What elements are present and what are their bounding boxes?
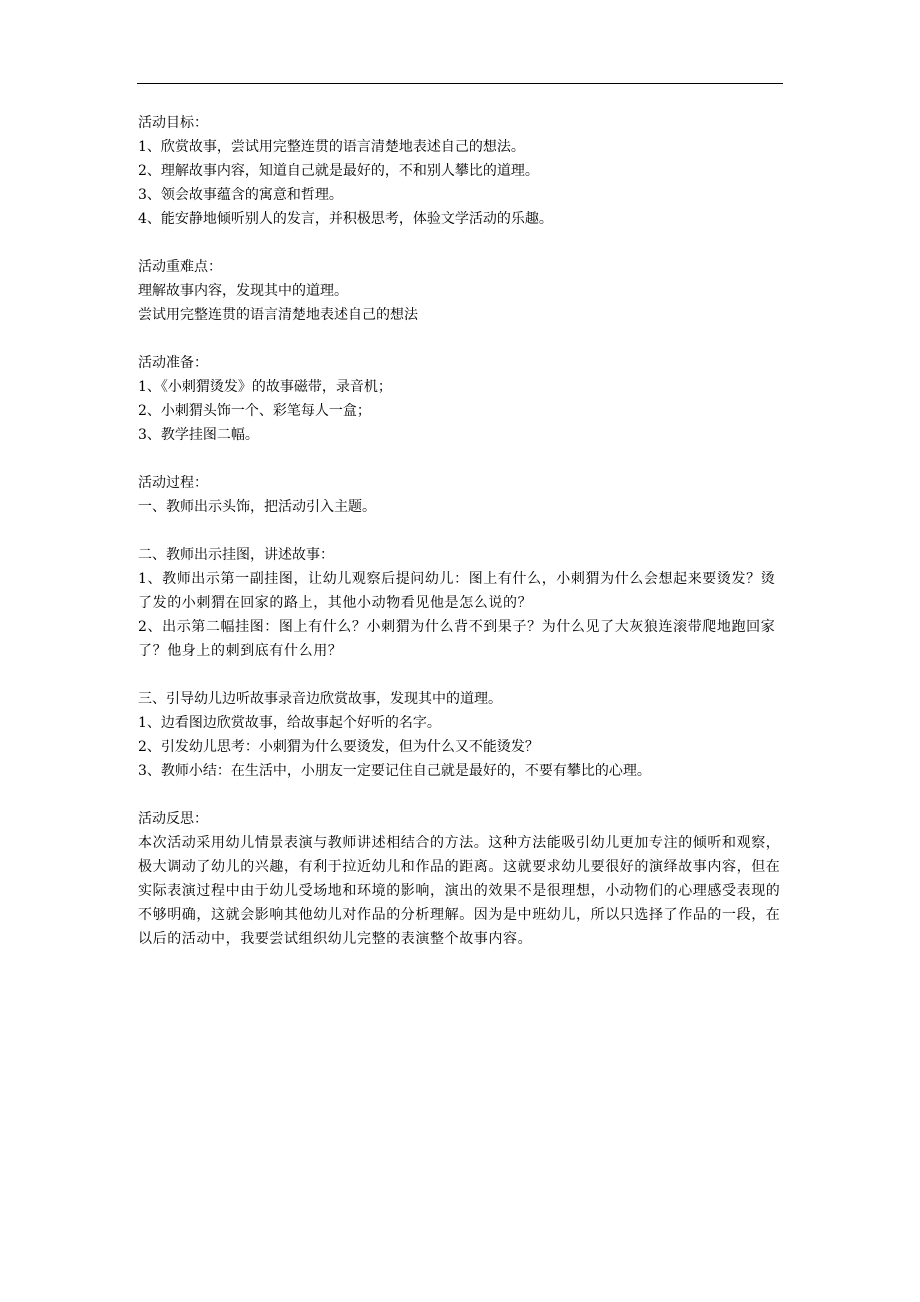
process-step-3-item: 3、教师小结：在生活中，小朋友一定要记住自己就是最好的，不要有攀比的心理。 bbox=[138, 763, 651, 779]
process-step-3-item: 2、引发幼儿思考：小刺猬为什么要烫发，但为什么又不能烫发？ bbox=[138, 739, 539, 755]
reflection-heading: 活动反思： bbox=[138, 811, 208, 827]
goal-item: 3、领会故事蕴含的寓意和哲理。 bbox=[138, 187, 343, 203]
spacer bbox=[138, 663, 786, 687]
spacer bbox=[138, 231, 786, 255]
process-section bbox=[138, 471, 786, 783]
process-step-3-title: 三、引导幼儿边听故事录音边欣赏故事，发现其中的道理。 bbox=[138, 691, 502, 707]
key-point-item: 理解故事内容，发现其中的道理。 bbox=[138, 283, 348, 299]
goal-item: 1、欣赏故事，尝试用完整连贯的语言清楚地表述自己的想法。 bbox=[138, 139, 525, 155]
process-heading: 活动过程： bbox=[138, 475, 208, 491]
goal-item: 4、能安静地倾听别人的发言，并积极思考，体验文学活动的乐趣。 bbox=[138, 211, 553, 227]
goals-section bbox=[138, 111, 786, 231]
key-points-heading: 活动重难点： bbox=[138, 259, 222, 275]
process-step-1: 一、教师出示头饰，把活动引入主题。 bbox=[138, 499, 376, 515]
preparation-section bbox=[138, 351, 786, 447]
process-step-2-item: 2、出示第二幅挂图：图上有什么？小刺猬为什么背不到果子？为什么见了大灰狼连滚带爬地跑回家了？他身上的刺到底有什么用？ bbox=[138, 619, 776, 659]
header-rule bbox=[137, 83, 783, 84]
process-step-2-item: 1、教师出示第一副挂图，让幼儿观察后提问幼儿：图上有什么，小刺猬为什么会想起来要烫发？烫了发的小刺猬在回家的路上，其他小动物看见他是怎么说的？ bbox=[138, 571, 776, 611]
spacer bbox=[138, 327, 786, 351]
goal-item: 2、理解故事内容，知道自己就是最好的，不和别人攀比的道理。 bbox=[138, 163, 539, 179]
spacer bbox=[138, 783, 786, 807]
process-step-3-item: 1、边看图边欣赏故事，给故事起个好听的名字。 bbox=[138, 715, 441, 731]
preparation-item: 1、《小刺猬烫发》的故事磁带，录音机； bbox=[138, 379, 392, 395]
reflection-text: 本次活动采用幼儿情景表演与教师讲述相结合的方法。这种方法能吸引幼儿更加专注的倾听和观察，极大调动了幼儿的兴趣，有利于拉近幼儿和作品的距离。这就要求幼儿要很好的演绎故事内容，但在实际表演过程中由于幼儿受场地和环境的影响，演出的效果不是很理想，小动物们的心理感受表现的不够明确，这就会影响其他幼儿对作品的分析理解。因为是中班幼儿，所以只选择了作品的一段，在以后的活动中，我要尝试组织幼儿完整的表演整个故事内容。 bbox=[138, 835, 781, 947]
preparation-item: 2、小刺猬头饰一个、彩笔每人一盒； bbox=[138, 403, 371, 419]
key-points-section bbox=[138, 255, 786, 327]
goals-heading: 活动目标： bbox=[138, 115, 208, 131]
document-body bbox=[138, 111, 786, 951]
key-point-item: 尝试用完整连贯的语言清楚地表述自己的想法 bbox=[138, 307, 418, 323]
reflection-section bbox=[138, 807, 786, 951]
preparation-heading: 活动准备： bbox=[138, 355, 208, 371]
process-step-2-title: 二、教师出示挂图，讲述故事： bbox=[138, 547, 334, 563]
preparation-item: 3、教学挂图二幅。 bbox=[138, 427, 259, 443]
spacer bbox=[138, 447, 786, 471]
spacer bbox=[138, 519, 786, 543]
